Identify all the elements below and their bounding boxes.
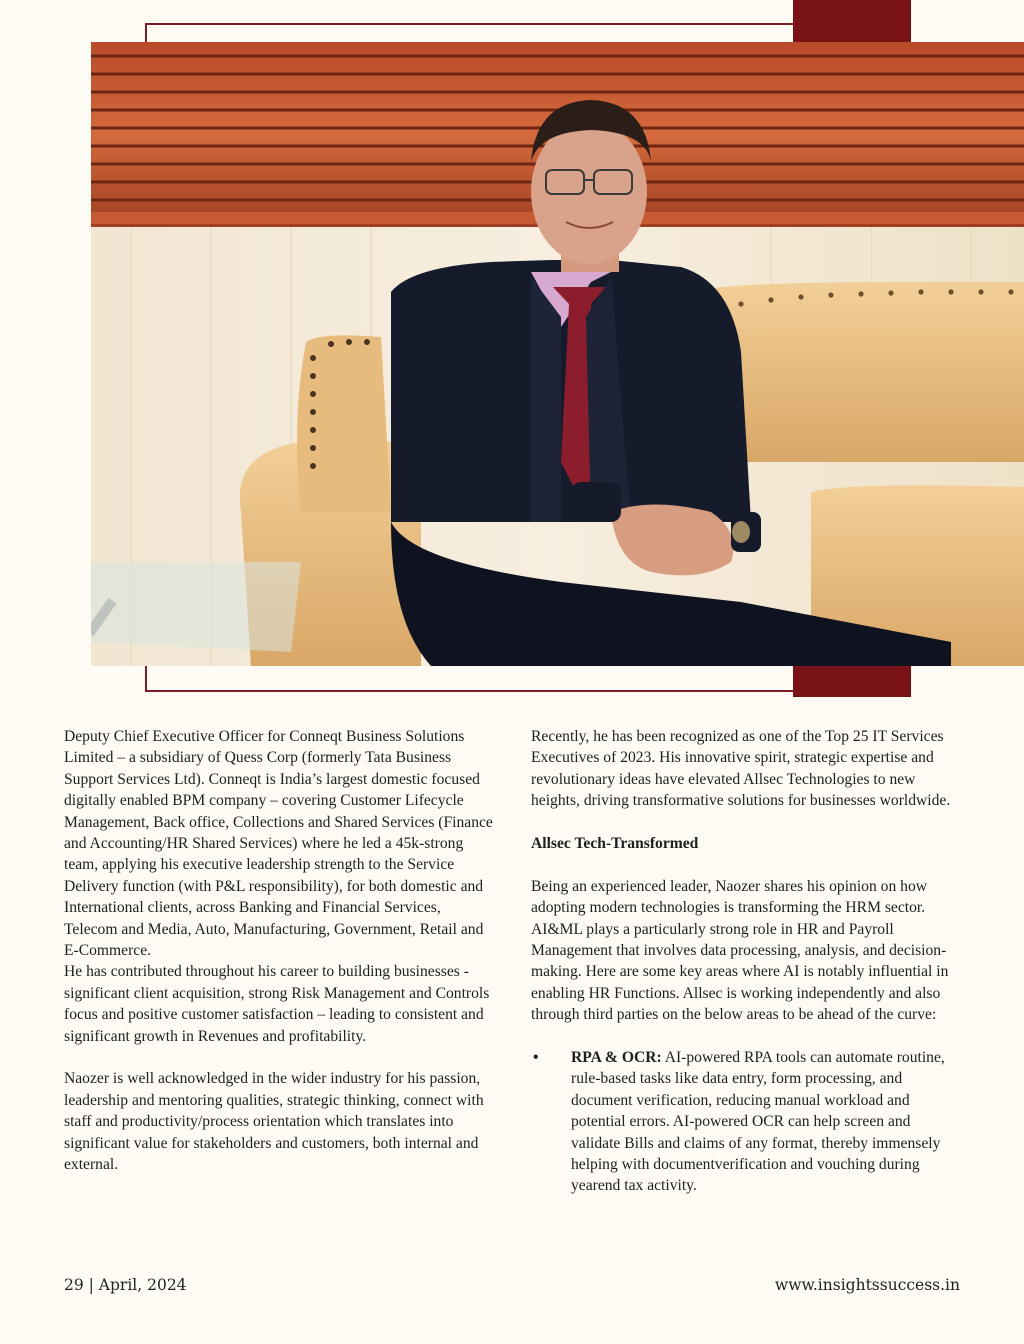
frame-left-line-bottom	[145, 666, 147, 691]
page-number: 29 | April, 2024	[64, 1276, 187, 1294]
accent-block-bottom	[793, 666, 911, 697]
section-body-paragraph: Being an experienced leader, Naozer shares his opinion on how adopting modern technologies is transforming the HRM sector. AI&ML plays a particularly strong role in HR and Payroll Management that involves data processing, analysis, and decision-making. Here are some key areas where AI is notably influential in enabling HR Functions. Allsec is working independently and also through third parties on the below areas to be ahead of the curve:	[531, 877, 949, 1024]
frame-bottom-line	[145, 690, 795, 692]
left-paragraph-1: Deputy Chief Executive Officer for Conneqt Business Solutions Limited – a subsidiary of Quess Corp (formerly Tata Business Support Services Ltd). Conneqt is India’s largest domestic focused digitally enabled BPM company – covering Customer Lifecycle Management, Back office, Collections and Shared Services (Finance and Accounting/HR Shared Services) where he led a 45k-strong team, applying his executive leadership strength to the Service Delivery function (with P&L responsibility), for both domestic and International clients, across Banking and Financial Services, Telecom and Media, Auto, Manufacturing, Government, Retail and E-Commerce.	[64, 728, 493, 960]
bullet-marker: •	[533, 1049, 539, 1067]
bullet-body	[571, 1047, 963, 1197]
portrait-illustration	[91, 42, 1024, 666]
frame-top-line	[145, 23, 795, 25]
bullet-item-rpa-ocr	[531, 1047, 963, 1197]
left-paragraph-2: He has contributed throughout his career to building businesses - significant client acquisition, strong Risk Management and Controls focus and positive customer satisfaction – leading to consistent and significant growth in Revenues and profitability.	[64, 963, 490, 1045]
portrait-photo	[91, 42, 1024, 666]
left-paragraph-3: Naozer is well acknowledged in the wider industry for his passion, leadership and mentoring qualities, strategic thinking, connect with staff and productivity/process orientation which translates into significant value for stakeholders and customers, both internal and external.	[64, 1070, 484, 1174]
bullet-text: AI-powered RPA tools can automate routine, rule-based tasks like data entry, form processing, and document verification, reducing manual workload and potential errors. AI-powered OCR can help screen and validate Bills and claims of any format, thereby immensely helping with documentverification and vouching during yearend tax activity.	[571, 1049, 945, 1195]
frame-left-line-top	[145, 23, 147, 43]
article-right-column	[531, 726, 963, 1197]
website-link[interactable]: www.insightssuccess.in	[774, 1276, 960, 1294]
article-left-column	[64, 726, 496, 1197]
accent-block-top	[793, 0, 911, 42]
right-intro-paragraph: Recently, he has been recognized as one of the Top 25 IT Services Executives of 2023. His innovative spirit, strategic expertise and revolutionary ideas have elevated Allsec Technologies to new heights, driving transformative solutions for businesses worldwide.	[531, 728, 951, 810]
section-heading: Allsec Tech-Transformed	[531, 835, 699, 853]
bullet-title: RPA & OCR:	[571, 1049, 662, 1067]
